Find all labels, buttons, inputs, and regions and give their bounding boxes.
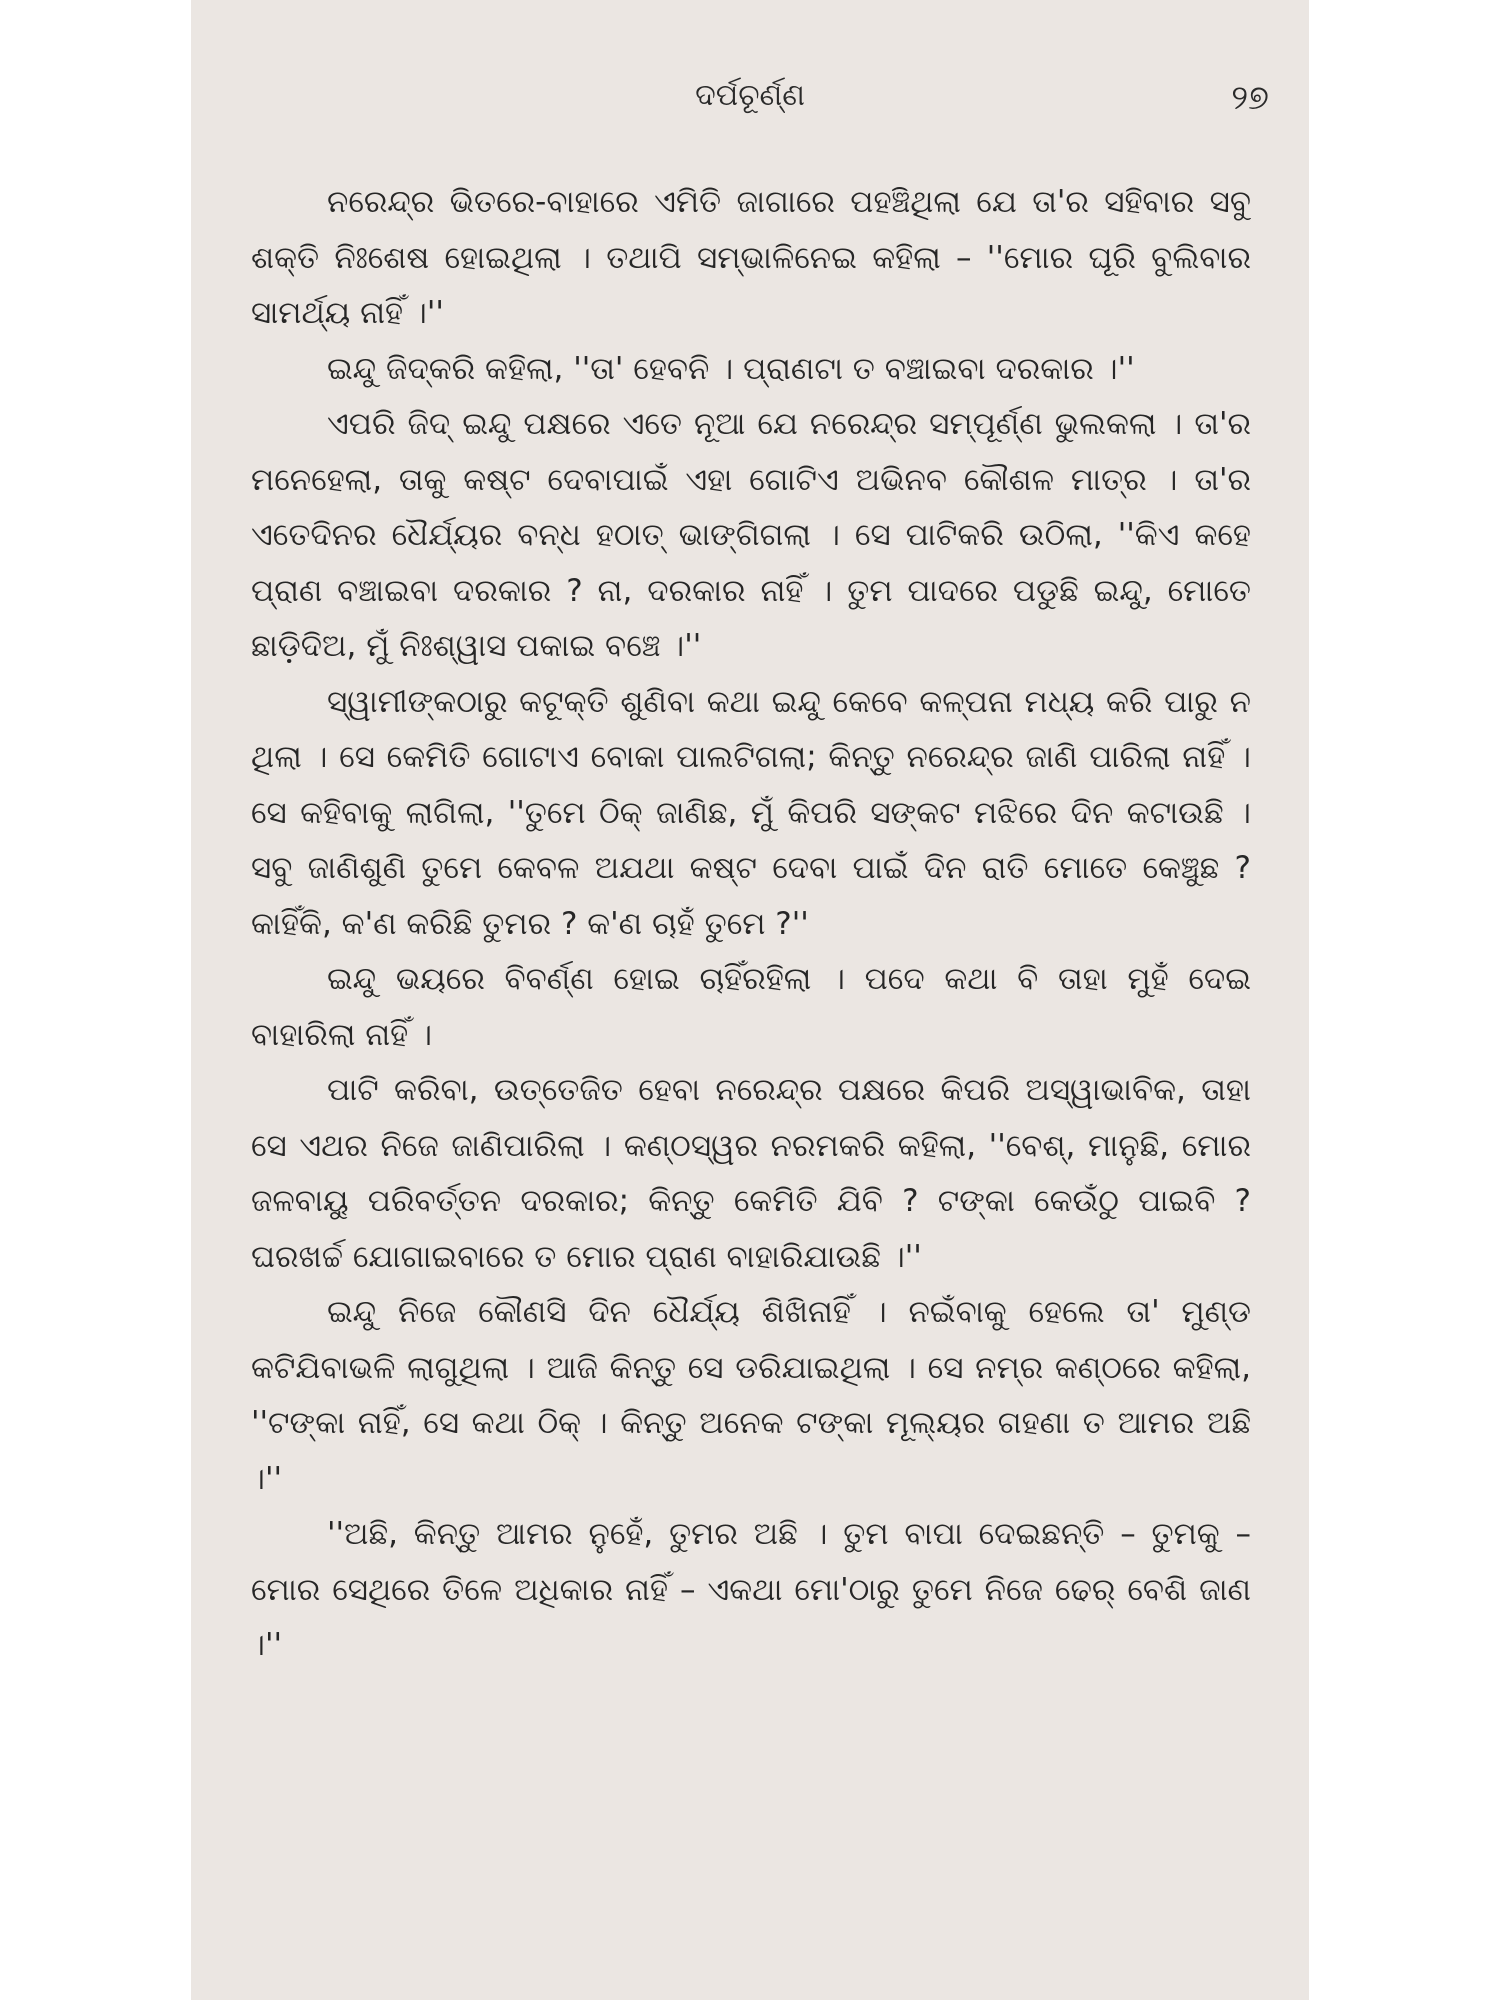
paragraph: ଇନ୍ଦୁ ଭୟରେ ବିବର୍ଣ୍ଣ ହୋଇ ଚାହିଁରହିଲା । ପଦେ କଥା ବି ତାହା ମୁହଁ ଦେଇ ବାହାରିଲା ନାହିଁ । (251, 961, 1251, 1053)
running-title: ଦର୍ପଚୂର୍ଣ୍ଣ (695, 78, 805, 113)
book-page (191, 0, 1309, 2000)
paragraph: ''ଅଛି, କିନ୍ତୁ ଆମର ନୁହେଁ, ତୁମର ଅଛି । ତୁମ ବାପା ଦେଇଛନ୍ତି – ତୁମକୁ – ମୋର ସେଥିରେ ତିଳେ ଅଧିକାର ନାହିଁ – ଏକଥା ମୋ'ଠାରୁ ତୁମେ ନିଜେ ଢେର୍ ବେଶି ଜାଣ ।'' (251, 1516, 1251, 1663)
paragraph: ସ୍ୱାମୀଙ୍କଠାରୁ କଟୂକ୍ତି ଶୁଣିବା କଥା ଇନ୍ଦୁ କେବେ କଳ୍ପନା ମଧ୍ୟ କରି ପାରୁ ନ ଥିଲା । ସେ କେମିତି ଗୋଟାଏ ବୋକା ପାଲଟିଗଲା; କିନ୍ତୁ ନରେନ୍ଦ୍ର ଜାଣି ପାରିଲା ନାହିଁ । ସେ କହିବାକୁ ଲାଗିଲା, ''ତୁମେ ଠିକ୍ ଜାଣିଛ, ମୁଁ କିପରି ସଙ୍କଟ ମଝିରେ ଦିନ କଟାଉଛି । ସବୁ ଜାଣିଶୁଣି ତୁମେ କେବଳ ଅଯଥା କଷ୍ଟ ଦେବା ପାଇଁ ଦିନ ରାତି ମୋତେ କେଞ୍ଚୁଛ ? କାହିଁକି, କ'ଣ କରିଛି ତୁମର ? କ'ଣ ଚାହଁ ତୁମେ ?'' (251, 683, 1251, 942)
page-number: ୨୭ (1231, 78, 1269, 118)
paragraph: ଏପରି ଜିଦ୍ ଇନ୍ଦୁ ପକ୍ଷରେ ଏତେ ନୂଆ ଯେ ନରେନ୍ଦ୍ର ସମ୍ପୂର୍ଣ୍ଣ ଭୁଲକଲା । ତା'ର ମନେହେଲା, ତାକୁ କଷ୍ଟ ଦେବାପାଇଁ ଏହା ଗୋଟିଏ ଅଭିନବ କୌଶଳ ମାତ୍ର । ତା'ର ଏତେଦିନର ଧୈର୍ଯ୍ୟର ବନ୍ଧ ହଠାତ୍ ଭାଙ୍ଗିଗଲା । ସେ ପାଟିକରି ଉଠିଲା, ''କିଏ କହେ ପ୍ରାଣ ବଞ୍ଚାଇବା ଦରକାର ? ନା, ଦରକାର ନାହିଁ । ତୁମ ପାଦରେ ପଡୁଛି ଇନ୍ଦୁ, ମୋତେ ଛାଡ଼ିଦିଅ, ମୁଁ ନିଃଶ୍ୱାସ ପକାଇ ବଞ୍ଚେ ।'' (251, 406, 1251, 664)
page-header (191, 78, 1309, 128)
paragraph: ଇନ୍ଦୁ ଜିଦ୍‌କରି କହିଲା, ''ତା' ହେବନି । ପ୍ରାଣଟା ତ ବଞ୍ଚାଇବା ଦରକାର ।'' (327, 350, 1135, 387)
paragraph: ଇନ୍ଦୁ ନିଜେ କୌଣସି ଦିନ ଧୈର୍ଯ୍ୟ ଶିଖିନାହିଁ । ନଇଁବାକୁ ହେଲେ ତା' ମୁଣ୍ଡ କଟିଯିବାଭଳି ଲାଗୁଥିଲା । ଆଜି କିନ୍ତୁ ସେ ଡରିଯାଇଥିଲା । ସେ ନମ୍ର କଣ୍ଠରେ କହିଲା, ''ଟଙ୍କା ନାହିଁ, ସେ କଥା ଠିକ୍ । କିନ୍ତୁ ଅନେକ ଟଙ୍କା ମୂଲ୍ୟର ଗହଣା ତ ଆମର ଅଛି ।'' (251, 1294, 1251, 1497)
body-text (251, 175, 1251, 1674)
paragraph: ପାଟି କରିବା, ଉତ୍ତେଜିତ ହେବା ନରେନ୍ଦ୍ର ପକ୍ଷରେ କିପରି ଅସ୍ୱାଭାବିକ, ତାହା ସେ ଏଥର ନିଜେ ଜାଣିପାରିଲା । କଣ୍ଠସ୍ୱର ନରମକରି କହିଲା, ''ବେଶ୍, ମାନୁଛି, ମୋର ଜଳବାୟୁ ପରିବର୍ତ୍ତନ ଦରକାର; କିନ୍ତୁ କେମିତି ଯିବି ? ଟଙ୍କା କେଉଁଠୁ ପାଇବି ? ଘରଖର୍ଚ୍ଚ ଯୋଗାଇବାରେ ତ ମୋର ପ୍ରାଣ ବାହାରିଯାଉଛି ।'' (251, 1072, 1251, 1275)
paragraph: ନରେନ୍ଦ୍ର ଭିତରେ-ବାହାରେ ଏମିତି ଜାଗାରେ ପହଞ୍ଚିଥିଲା ଯେ ତା'ର ସହିବାର ସବୁ ଶକ୍ତି ନିଃଶେଷ ହୋଇଥିଲା । ତଥାପି ସମ୍ଭାଳିନେଇ କହିଲା – ''ମୋର ଘୂରି ବୁଲିବାର ସାମର୍ଥ୍ୟ ନାହିଁ ।'' (251, 184, 1251, 331)
